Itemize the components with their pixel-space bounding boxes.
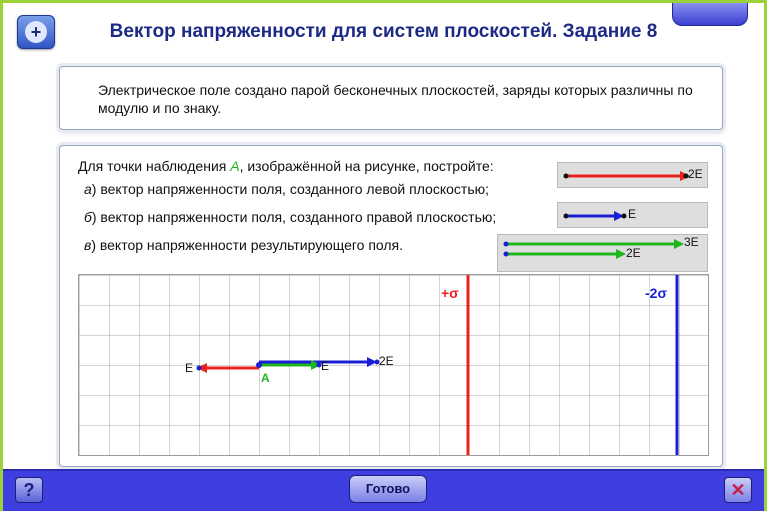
help-button[interactable]: ? bbox=[15, 477, 43, 503]
sample-red-label: 2E bbox=[688, 167, 703, 181]
sample-vector-green[interactable] bbox=[497, 234, 708, 272]
green-vector-label: E bbox=[321, 359, 330, 373]
task-prompt: Для точки наблюдения А, изображённой на рисунке, постройте: bbox=[78, 158, 494, 174]
point-a-label[interactable]: A bbox=[261, 371, 270, 385]
intro-text: Электрическое поле создано парой бесконечных плоскостей, заряды которых различны по модулю и по знаку. bbox=[98, 82, 693, 116]
task-item-c: в) вектор напряженности результирующего поля. bbox=[84, 237, 404, 253]
plus-icon: + bbox=[25, 21, 47, 43]
sample-green-label-bottom: 2E bbox=[626, 246, 641, 260]
plate-left-label: +σ bbox=[441, 285, 459, 301]
task-item-a: а) вектор напряженности поля, созданного левой плоскостью; bbox=[84, 181, 489, 197]
page-title: Вектор напряженности для систем плоскостей. Задание 8 bbox=[109, 21, 658, 42]
task-item-b: б) вектор напряженности поля, созданного правой плоскостью; bbox=[84, 209, 497, 225]
sample-vector-blue[interactable] bbox=[557, 202, 708, 228]
bottom-toolbar bbox=[3, 469, 764, 511]
sample-vector-red[interactable] bbox=[557, 162, 708, 188]
plate-right-label: -2σ bbox=[645, 285, 668, 301]
intro-panel bbox=[59, 66, 723, 130]
top-menu-button[interactable] bbox=[672, 3, 748, 26]
observation-point-label: А bbox=[230, 158, 240, 174]
red-vector-label: E bbox=[185, 361, 194, 375]
task-panel bbox=[59, 145, 723, 467]
sample-blue-label: E bbox=[628, 207, 637, 221]
blue-vector-label: 2E bbox=[379, 354, 394, 368]
drawing-area[interactable] bbox=[78, 274, 709, 456]
close-button[interactable]: ✕ bbox=[724, 477, 752, 503]
sample-green-label-top: 3E bbox=[684, 235, 699, 249]
ready-button[interactable]: Готово bbox=[349, 475, 427, 503]
